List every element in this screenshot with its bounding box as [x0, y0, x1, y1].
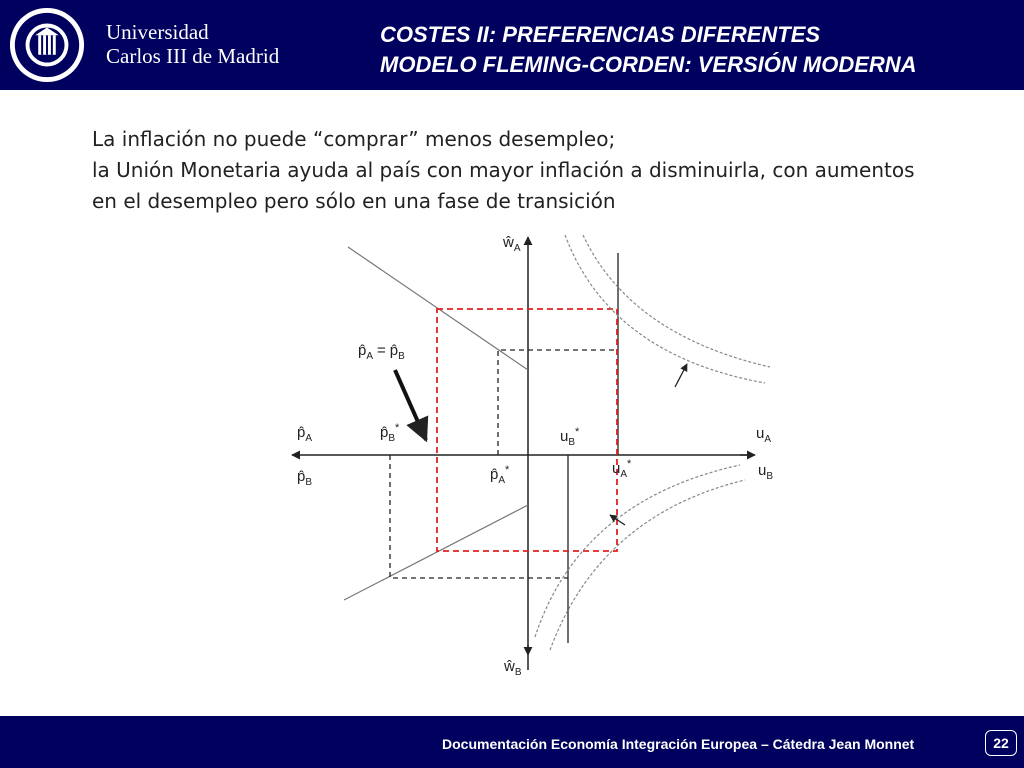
label-pA: $p̂_A$ — [297, 424, 313, 444]
equal-inflation-arrow — [395, 370, 426, 440]
label-uB-star: $u_B^*$ — [560, 426, 580, 448]
curve-shift-arrow-upper — [675, 364, 687, 387]
indifference-curve-lower-outer — [550, 480, 745, 650]
label-pA-equals-pB: $p̂_A$ = $p̂_B$ — [358, 342, 405, 362]
intro-text — [92, 124, 992, 217]
indifference-curve-upper-outer — [583, 235, 770, 367]
red-dashed-rectangle — [437, 309, 617, 551]
footer-bar — [0, 716, 1024, 768]
footer-text: Documentación Economía Integración Europea – Cátedra Jean Monnet — [442, 736, 915, 752]
university-name — [106, 20, 279, 68]
fleming-corden-diagram — [280, 225, 800, 685]
label-wA: $ŵ_A$ — [503, 234, 521, 254]
label-uB: $u_B$ — [758, 462, 774, 482]
black-dashed-lower — [390, 455, 568, 578]
slide-title-line2: MODELO FLEMING-CORDEN: VERSIÓN MODERNA — [380, 52, 917, 77]
slide-title-line1: COSTES II: PREFERENCIAS DIFERENTES — [380, 22, 821, 47]
intro-line3: en el desempleo pero sólo en una fase de transición — [92, 189, 616, 213]
header-bar — [0, 0, 1024, 90]
phillips-line-b — [344, 505, 528, 600]
label-uA-star: $u_A^*$ — [612, 458, 632, 480]
university-name-line2: Carlos III de Madrid — [106, 44, 280, 68]
label-pB-star: $p̂_B^*$ — [380, 422, 400, 444]
label-uA: $u_A$ — [756, 425, 772, 445]
university-seal-icon — [8, 6, 86, 84]
black-dashed-upper — [498, 350, 618, 455]
slide-title — [380, 20, 917, 80]
page-number: 22 — [985, 730, 1017, 756]
university-name-line1: Universidad — [106, 20, 209, 44]
label-pA-star: $p̂_A^*$ — [490, 464, 510, 486]
label-pB: $p̂_B$ — [297, 468, 313, 488]
intro-line2: la Unión Monetaria ayuda al país con mayor inflación a disminuirla, con aumentos — [92, 158, 915, 182]
label-wB: $ŵ_B$ — [504, 658, 522, 678]
intro-line1: La inflación no puede “comprar” menos desempleo; — [92, 127, 616, 151]
